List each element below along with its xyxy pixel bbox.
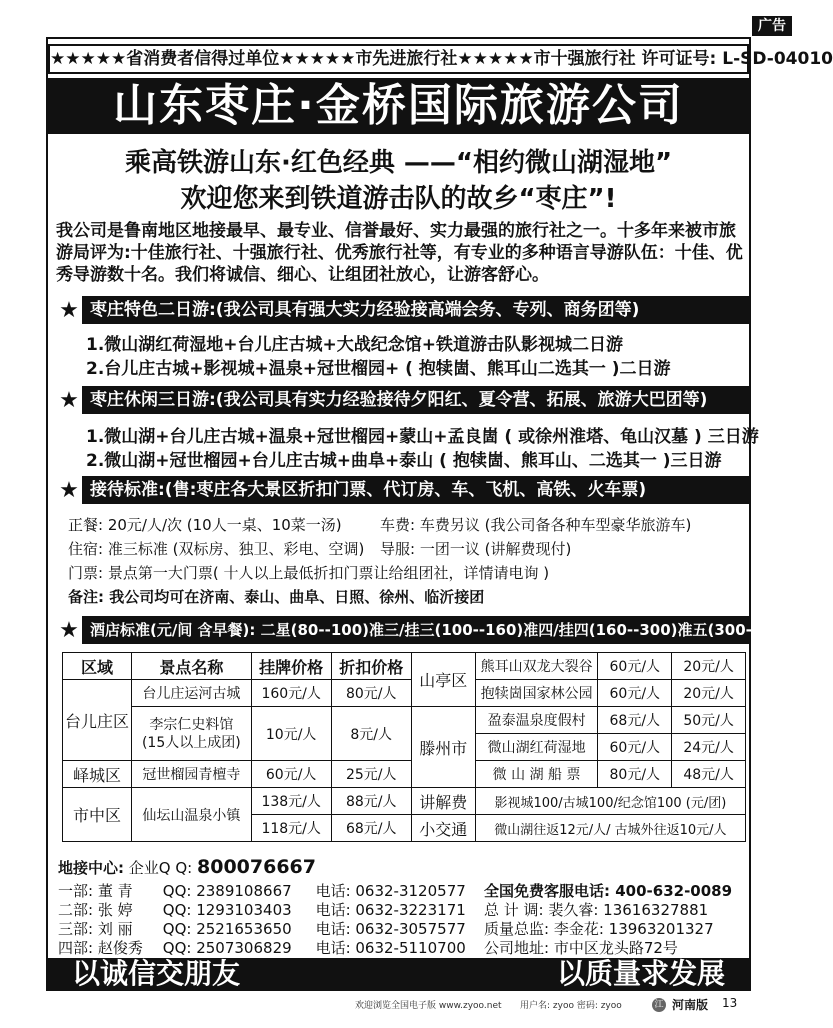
table-row	[63, 680, 746, 707]
dept-phone: 电话: 0632-3223171	[315, 901, 466, 919]
dept-phone: 电话: 0632-3120577	[315, 882, 466, 900]
top-credentials-strip: ★★★★★省消费者信得过单位★★★★★市先进旅行社★★★★★市十强旅行社 许可证号: L-SD-04010	[48, 44, 749, 74]
footer-browse: 欢迎浏览全国电子版 www.zyoo.net	[355, 1001, 502, 1011]
lodging-standard: 住宿: 准三标准 (双标房、独卫、彩电、空调)	[68, 540, 365, 558]
dept-qq: QQ: 2389108667	[162, 882, 292, 900]
enterprise-qq-label: 企业Q Q:	[128, 859, 193, 877]
dept-qq: QQ: 2507306829	[162, 939, 292, 957]
contact-center-label: 地接中心:	[58, 859, 124, 877]
dept-name: 二部: 张 婷	[58, 901, 133, 919]
table-cell: 抱犊崮国家林公园	[475, 680, 598, 707]
table-cell	[132, 707, 252, 761]
ticket-standard: 门票: 景点第一大门票( 十人以上最低折扣门票让给组团社，详情请电询 )	[68, 564, 550, 582]
table-cell: 68元/人	[331, 815, 411, 842]
table-cell: 影视城100/古城100/纪念馆100 (元/团)	[475, 788, 745, 815]
two-day-item-1: 1.微山湖红荷湿地+台儿庄古城+大战纪念馆+铁道游击队影视城二日游	[86, 335, 624, 355]
district-cell: 市中区	[63, 788, 132, 842]
hotel-standard-header	[56, 616, 797, 644]
district-cell: 山亭区	[411, 653, 475, 707]
dispatch-contact: 总 计 调: 裴久睿: 13616327881	[484, 901, 709, 919]
table-cell: 80元/人	[331, 680, 411, 707]
table-row	[63, 653, 746, 680]
table-cell: 25元/人	[331, 761, 411, 788]
dept-row	[58, 937, 466, 958]
district-cell: 小交通	[411, 815, 475, 842]
district-cell: 峄城区	[63, 761, 132, 788]
table-cell: 仙坛山温泉小镇	[132, 788, 252, 842]
contact-center	[58, 856, 316, 878]
star-icon: ★	[59, 617, 79, 643]
table-row	[63, 788, 746, 815]
table-cell: 48元/人	[672, 761, 746, 788]
price-table	[62, 652, 746, 842]
table-header: 区域	[63, 653, 132, 680]
table-cell: 50元/人	[672, 707, 746, 734]
two-day-tour-header	[56, 296, 750, 324]
dept-row	[58, 880, 466, 901]
dept-name: 三部: 刘 丽	[58, 920, 133, 938]
table-cell: 60元/人	[251, 761, 331, 788]
table-cell: 24元/人	[672, 734, 746, 761]
bottom-slogan-bar	[48, 958, 749, 990]
district-cell: 讲解费	[411, 788, 475, 815]
three-day-item-2: 2.微山湖+冠世榴园+台儿庄古城+曲阜+泰山 ( 抱犊崮、熊耳山、二选其一 )三日游	[86, 451, 722, 471]
table-row	[63, 707, 746, 734]
footer-edition: 河南版	[672, 998, 709, 1012]
star-icon: ★	[59, 477, 79, 503]
table-cell: 80元/人	[598, 761, 672, 788]
table-row	[63, 761, 746, 788]
slogan-line-2: 欢迎您来到铁道游击队的故乡“枣庄”!	[180, 184, 617, 214]
quality-director: 质量总监: 李金花: 13963201327	[484, 920, 714, 938]
table-cell: 138元/人	[251, 788, 331, 815]
bottom-slogan-right: 以质量求发展	[556, 957, 725, 990]
remark: 备注: 我公司均可在济南、泰山、曲阜、日照、徐州、临沂接团	[68, 588, 485, 606]
reception-standard-heading: 接待标准:(售:枣庄各大景区折扣门票、代订房、车、飞机、高铁、火车票)	[82, 476, 750, 504]
li-hall-name: 李宗仁史料馆	[149, 716, 234, 733]
slogan-line-1: 乘高铁游山东·红色经典 ——“相约微山湖湿地”	[124, 148, 673, 178]
table-cell: 8元/人	[331, 707, 411, 761]
table-header: 折扣价格	[331, 653, 411, 680]
table-cell: 微山湖红荷湿地	[475, 734, 598, 761]
district-cell: 台儿庄区	[63, 680, 132, 761]
edition-logo-icon: 江	[652, 998, 666, 1012]
hotline: 全国免费客服电话: 400-632-0089	[484, 882, 733, 900]
table-cell: 118元/人	[251, 815, 331, 842]
table-header: 景点名称	[132, 653, 252, 680]
table-header: 挂牌价格	[251, 653, 331, 680]
table-cell: 微山湖往返12元/人/ 古城外往返10元/人	[475, 815, 745, 842]
two-day-item-2: 2.台儿庄古城+影视城+温泉+冠世榴园+ ( 抱犊崮、熊耳山二选其一 )二日游	[86, 359, 671, 379]
hotel-standard-heading: 酒店标准(元/间 含早餐): 二星(80--100)准三/挂三(100--160)准四/挂四(160--300)准五(300--430)	[82, 616, 750, 644]
table-cell: 20元/人	[672, 653, 746, 680]
company-intro: 我公司是鲁南地区地接最早、最专业、信誉最好、实力最强的旅行社之一。十多年来被市旅游局评为:十佳旅行社、十强旅行社、优秀旅行社等，有专业的多种语言导游队伍：十佳、优秀导游数十名。我们将诚信、细心、让组团社放心，让游客舒心。	[56, 221, 743, 285]
two-day-tour-heading: 枣庄特色二日游:(我公司具有强大实力经验接高端会务、专列、商务团等)	[82, 296, 750, 324]
car-fee: 车费: 车费另议 (我公司备各种车型豪华旅游车)	[380, 516, 692, 534]
guide-fee: 导服: 一团一议 (讲解费现付)	[380, 540, 572, 558]
dept-name: 一部: 董 青	[58, 882, 133, 900]
table-cell: 68元/人	[598, 707, 672, 734]
dept-row	[58, 918, 466, 939]
table-cell: 160元/人	[251, 680, 331, 707]
reception-standard-header	[56, 476, 750, 504]
table-cell: 熊耳山双龙大裂谷	[475, 653, 598, 680]
table-cell: 60元/人	[598, 653, 672, 680]
dept-qq: QQ: 1293103403	[162, 901, 292, 919]
star-icon: ★	[59, 297, 79, 323]
table-cell: 88元/人	[331, 788, 411, 815]
footer-login: 用户名: zyoo 密码: zyoo	[520, 1001, 622, 1011]
dept-phone: 电话: 0632-3057577	[315, 920, 466, 938]
table-cell: 10元/人	[251, 707, 331, 761]
enterprise-qq: 800076667	[197, 856, 316, 878]
table-cell: 盈泰温泉度假村	[475, 707, 598, 734]
dept-name: 四部: 赵俊秀	[58, 939, 143, 957]
dept-row	[58, 899, 466, 920]
company-title: 山东枣庄·金桥国际旅游公司	[48, 78, 749, 134]
three-day-tour-header	[56, 386, 750, 414]
star-icon: ★	[59, 387, 79, 413]
district-cell: 滕州市	[411, 707, 475, 788]
three-day-tour-heading: 枣庄休闲三日游:(我公司具有实力经验接待夕阳红、夏令营、拓展、旅游大巴团等)	[82, 386, 750, 414]
table-cell: 20元/人	[672, 680, 746, 707]
table-cell: 60元/人	[598, 680, 672, 707]
dept-phone: 电话: 0632-5110700	[315, 939, 466, 957]
table-cell: 60元/人	[598, 734, 672, 761]
table-cell: 冠世榴园青檀寺	[132, 761, 252, 788]
page-number: 13	[722, 996, 738, 1010]
dept-qq: QQ: 2521653650	[162, 920, 292, 938]
table-cell: 微 山 湖 船 票	[475, 761, 598, 788]
table-cell: 台儿庄运河古城	[132, 680, 252, 707]
ad-tag: 广告	[752, 16, 792, 36]
meal-standard: 正餐: 20元/人/次 (10人一桌、10菜一汤)	[68, 516, 342, 534]
bottom-slogan-left: 以诚信交朋友	[72, 957, 241, 990]
li-hall-note: (15人以上成团)	[141, 734, 241, 751]
company-address: 公司地址: 市中区龙头路72号	[484, 939, 678, 957]
three-day-item-1: 1.微山湖+台儿庄古城+温泉+冠世榴园+蒙山+孟良崮 ( 或徐州淮塔、龟山汉墓 ) 三日游	[86, 427, 759, 447]
